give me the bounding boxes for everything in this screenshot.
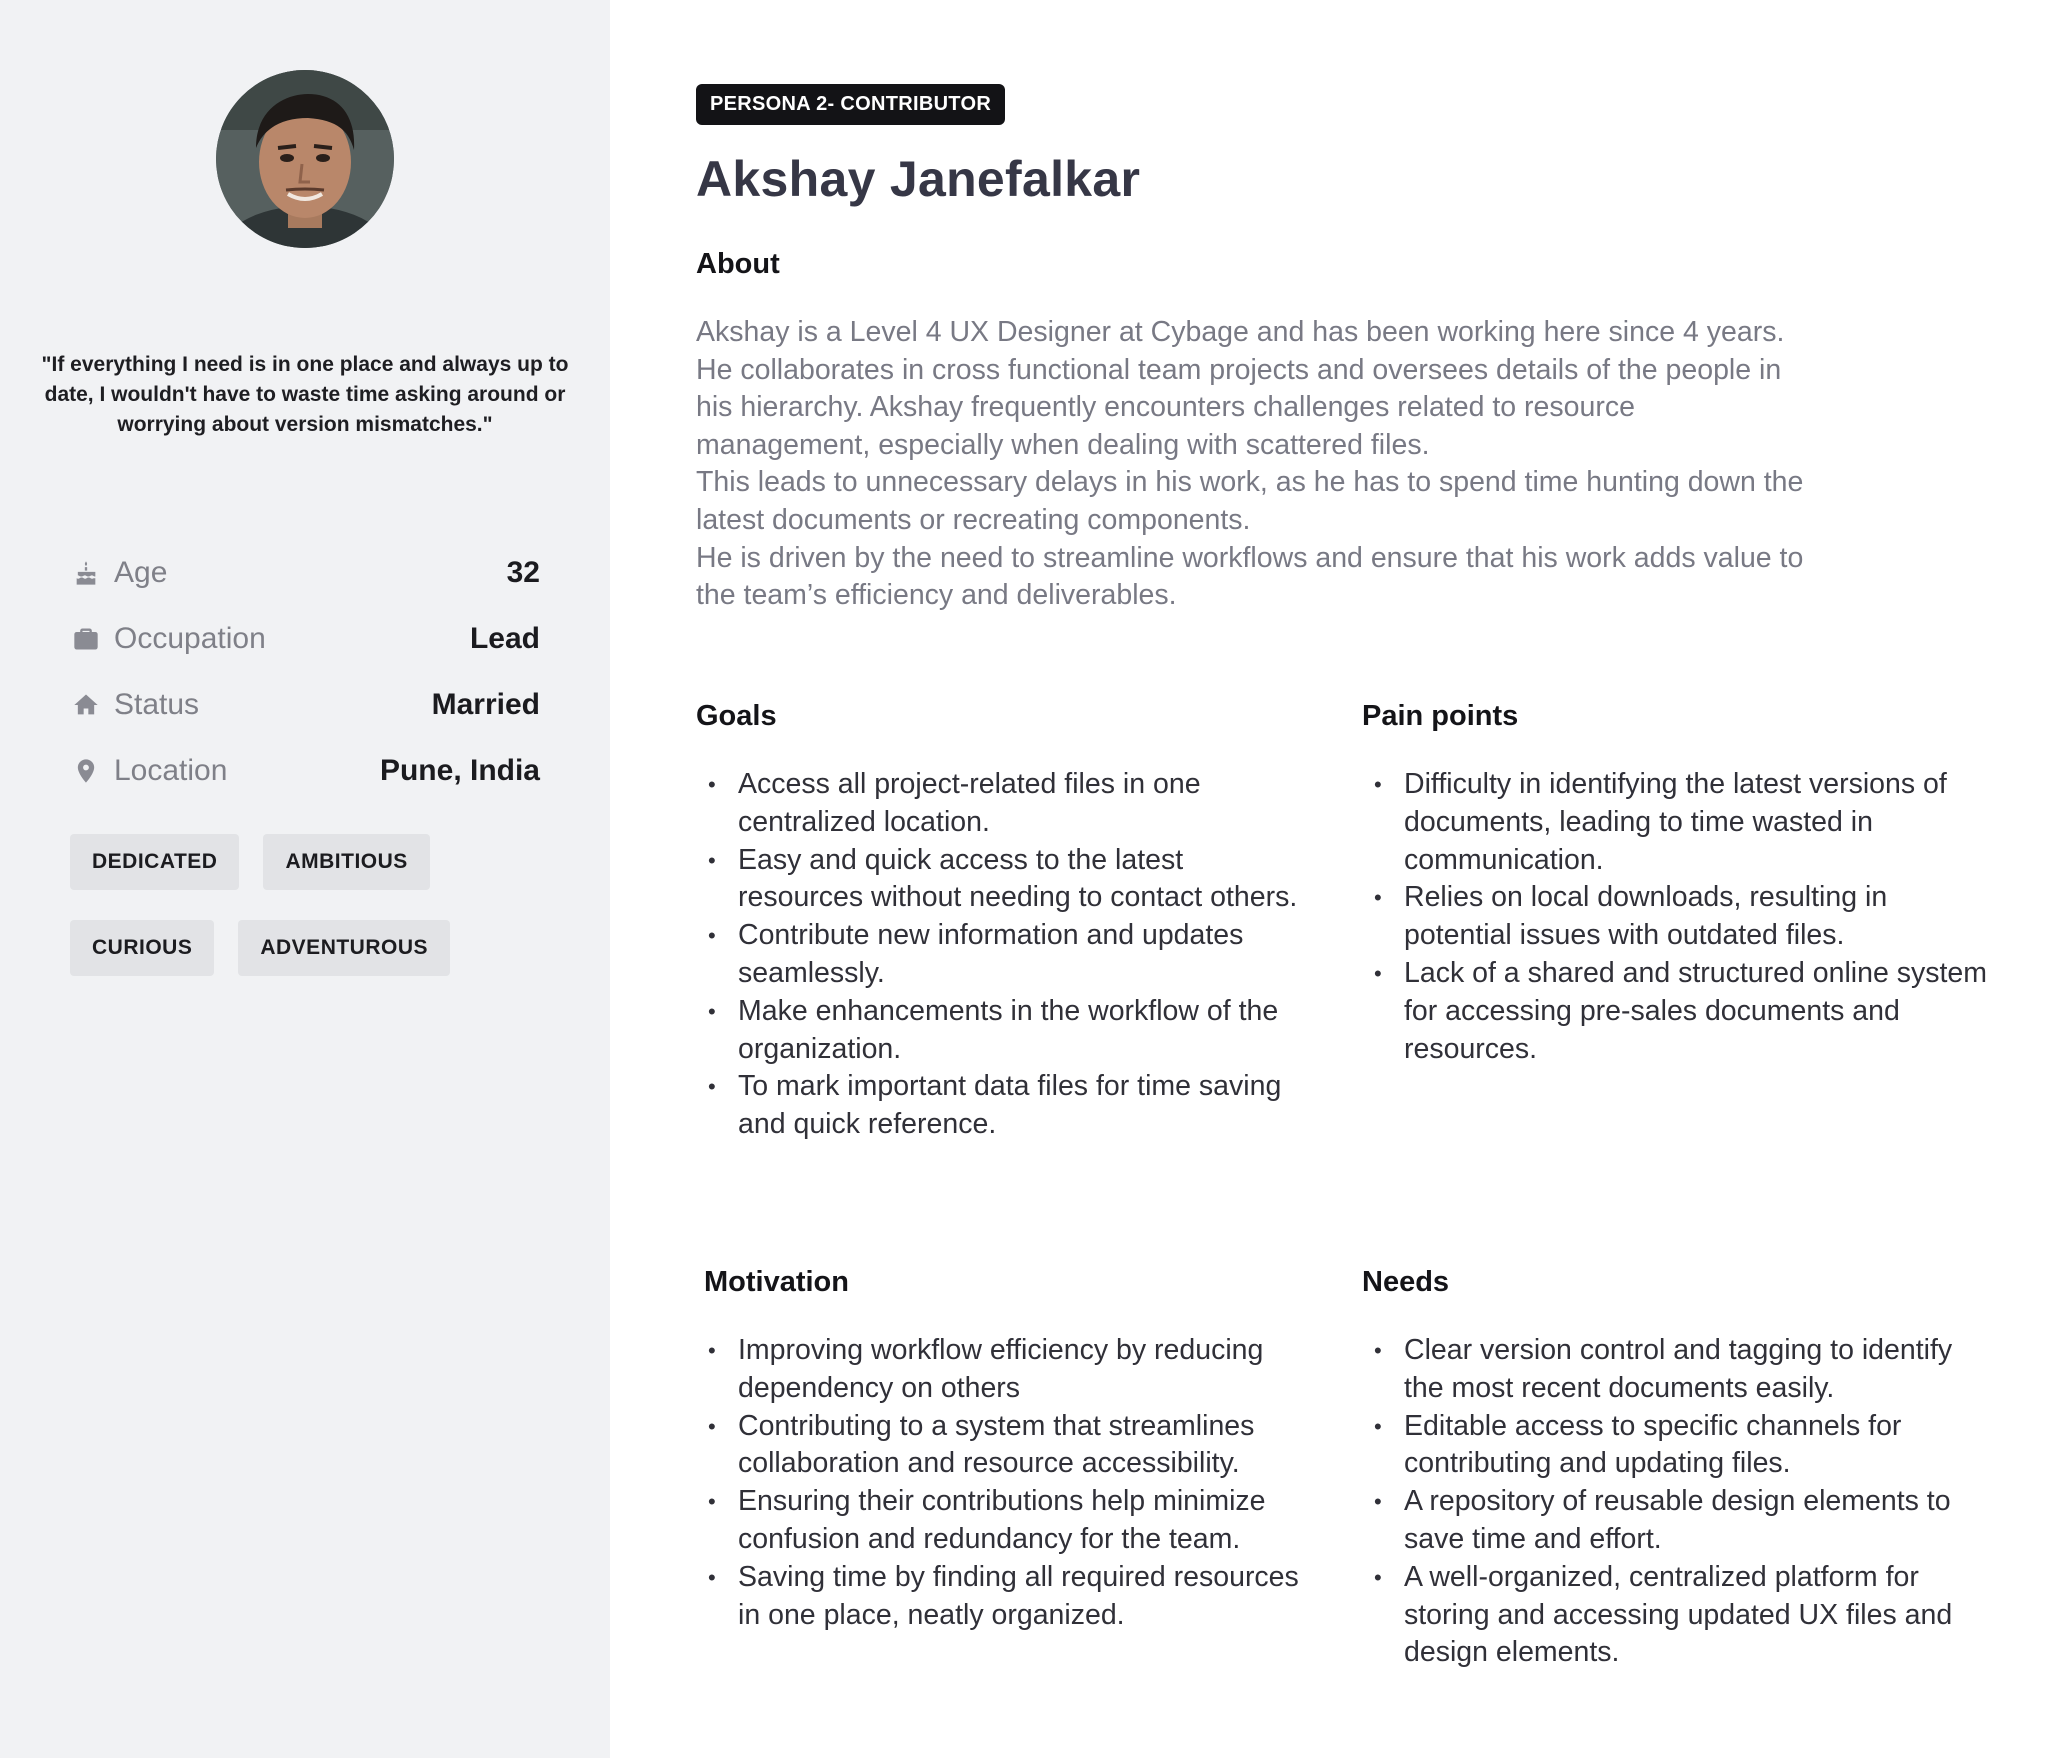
fact-value: 32: [506, 556, 540, 589]
tag-row: [70, 920, 570, 976]
list-item: • Make enhancements in the workflow of the organization.: [696, 993, 1316, 1069]
motivation-title: Motivation: [704, 1266, 849, 1298]
list-item: • A well-organized, centralized platform for storing and accessing updated UX files and design elements.: [1362, 1559, 1992, 1672]
trait-tags: [70, 834, 570, 1006]
list-item: • Easy and quick access to the latest resources without needing to contact others.: [696, 842, 1316, 918]
about-text: [696, 314, 1816, 615]
tag-row: [70, 834, 570, 890]
list-item: • Lack of a shared and structured online system for accessing pre-sales documents and resources.: [1362, 955, 1992, 1068]
list-item: • A repository of reusable design elements to save time and effort.: [1362, 1483, 1992, 1559]
pain-points-title: Pain points: [1362, 700, 1519, 732]
fact-label: Occupation: [114, 622, 266, 655]
persona-quote: "If everything I need is in one place and always up to date, I wouldn't have to waste time asking around or worrying about version mismatches.": [41, 353, 569, 436]
fact-value: Married: [431, 688, 540, 721]
fact-value: Pune, India: [379, 754, 540, 787]
fact-label: Age: [114, 556, 168, 589]
fact-status: [70, 672, 540, 738]
fact-value: Lead: [469, 622, 540, 655]
list-item: • Contributing to a system that streamlines collaboration and resource accessibility.: [696, 1408, 1316, 1484]
motivation-list: [696, 1332, 1316, 1634]
about-paragraph: This leads to unnecessary delays in his work, as he has to spend time hunting down the latest documents or recreating components.: [696, 466, 1804, 536]
goals-title: Goals: [696, 700, 777, 732]
tag-adventurous: ADVENTUROUS: [238, 920, 450, 976]
list-item: • To mark important data files for time saving and quick reference.: [696, 1068, 1316, 1144]
tag-ambitious: AMBITIOUS: [263, 834, 429, 890]
about-paragraph: He is driven by the need to streamline workflows and ensure that his work adds value to the team’s efficiency and deliverables.: [696, 541, 1804, 612]
briefcase-icon: [70, 623, 102, 655]
avatar: [216, 70, 394, 248]
list-item: • Saving time by finding all required resources in one place, neatly organized.: [696, 1559, 1316, 1635]
fact-location: [70, 738, 540, 804]
list-item: • Ensuring their contributions help minimize confusion and redundancy for the team.: [696, 1483, 1316, 1559]
fact-occupation: [70, 606, 540, 672]
location-pin-icon: [70, 755, 102, 787]
about-paragraph: Akshay is a Level 4 UX Designer at Cybage and has been working here since 4 years. He collaborates in cross functional team projects and oversees details of the people in his hierarchy. Akshay frequently encounters challenges related to resource management, especially when dealing with scattered files.: [696, 316, 1785, 461]
cake-icon: [70, 557, 102, 589]
list-item: • Difficulty in identifying the latest versions of documents, leading to time wasted in communication.: [1362, 766, 1992, 879]
persona-facts: [70, 540, 540, 804]
list-item: • Editable access to specific channels for contributing and updating files.: [1362, 1408, 1992, 1484]
goals-list: [696, 766, 1316, 1144]
tag-curious: CURIOUS: [70, 920, 214, 976]
fact-label: Status: [114, 688, 200, 721]
persona-badge: PERSONA 2- CONTRIBUTOR: [696, 84, 1005, 125]
person-photo-icon: [216, 70, 394, 248]
list-item: • Contribute new information and updates seamlessly.: [696, 917, 1316, 993]
persona-name: Akshay Janefalkar: [696, 151, 1141, 207]
needs-title: Needs: [1362, 1266, 1450, 1298]
list-item: • Access all project-related files in one centralized location.: [696, 766, 1316, 842]
fact-label: Location: [114, 754, 228, 787]
list-item: • Improving workflow efficiency by reducing dependency on others: [696, 1332, 1316, 1408]
about-title: About: [696, 248, 780, 280]
persona-sidebar: [0, 0, 610, 1758]
needs-list: [1362, 1332, 1992, 1672]
home-icon: [70, 689, 102, 721]
fact-age: [70, 540, 540, 606]
list-item: • Relies on local downloads, resulting in potential issues with outdated files.: [1362, 879, 1992, 955]
pain-points-list: [1362, 766, 1992, 1068]
tag-dedicated: DEDICATED: [70, 834, 239, 890]
list-item: • Clear version control and tagging to identify the most recent documents easily.: [1362, 1332, 1992, 1408]
